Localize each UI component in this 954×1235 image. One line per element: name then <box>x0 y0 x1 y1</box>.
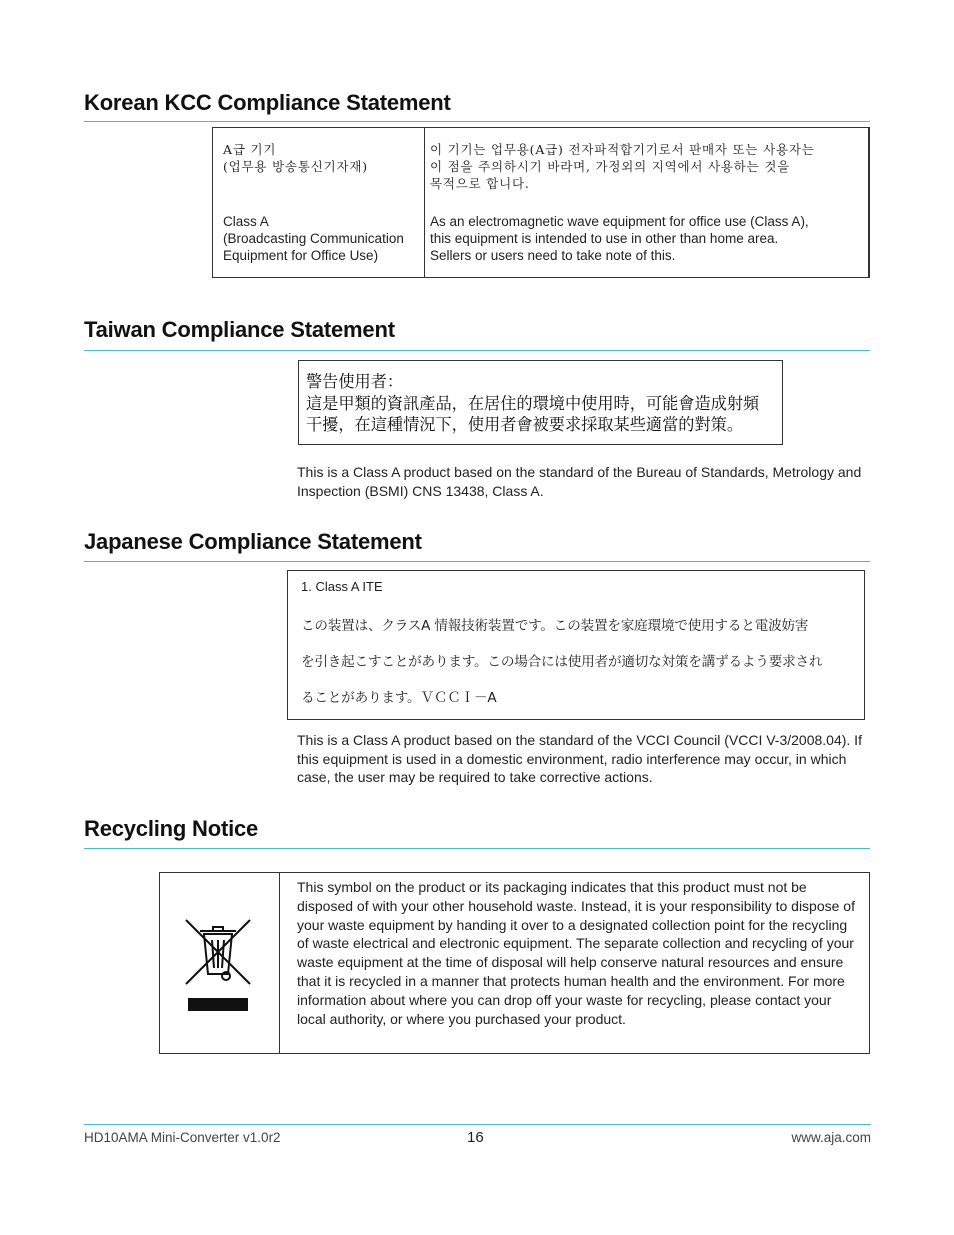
footer-website-link[interactable]: www.aja.com <box>791 1130 871 1145</box>
taiwan-warning-text: 警告使用者： 這是甲類的資訊產品，在居住的環境中使用時，可能會造成射頻 干擾，在這種情況下，使用者會被要求採取某些適當的對策。 <box>306 372 760 434</box>
recycling-section-title: Recycling Notice <box>84 816 259 841</box>
vcci-statement-line: を引き起こすことがあります。この場合には使用者が適切な対策を講ずるよう要求され <box>301 654 823 670</box>
taiwan-note: This is a Class A product based on the standard of the Bureau of Standards, Metrology and Inspection (BSMI) CNS 13438, Class A. <box>297 464 862 499</box>
section-rule <box>84 848 870 849</box>
vcci-class-item: 1. Class A ITE <box>301 579 383 594</box>
korean-compliance-table <box>212 127 870 278</box>
korean-statement: 이 기기는 업무용(A급) 전자파적합기기로서 판매자 또는 사용자는 이 점을 주의하시기 바라며, 가정외의 지역에서 사용하는 것을 목적으로 합니다. <box>430 142 815 191</box>
english-class-label: Class A (Broadcasting Communication Equipment for Office Use) <box>223 214 404 263</box>
japanese-vcci-box <box>287 570 865 720</box>
japanese-note: This is a Class A product based on the standard of the VCCI Council (VCCI V-3/2008.04). If this equipment is used in a domestic environment, radio interference may occur, in which case, the user may be required to take corrective actions. <box>297 732 862 785</box>
section-rule <box>84 350 870 351</box>
footer-document-title: HD10AMA Mini-Converter v1.0r2 <box>84 1130 281 1145</box>
korean-class-label: A급 기기 (업무용 방송통신기자재) <box>223 142 368 174</box>
table-column-divider <box>424 128 425 277</box>
page-number: 16 <box>467 1129 484 1146</box>
recycling-text: This symbol on the product or its packaging indicates that this product must not be disposed of with your other household waste. Instead, it is your responsibility to dispose of your waste equipment by handing it over to a designated collection point for the recycling of waste electrical and electronic equipment. The separate collection and recycling of your waste equipment at the time of disposal will help conserve natural resources and ensure that it is recycled in a manner that protects human health and the environment. For more information about where you can drop off your waste for recycling, please contact your local authority, or where you purchased your product. <box>297 879 855 1027</box>
taiwan-section-title: Taiwan Compliance Statement <box>84 317 395 342</box>
recycling-table <box>159 872 870 1054</box>
taiwan-warning-box <box>298 360 783 445</box>
japanese-section-title: Japanese Compliance Statement <box>84 529 422 554</box>
section-rule <box>84 561 870 562</box>
crossed-out-wheelie-bin-icon <box>182 918 254 1014</box>
vcci-statement-line: ることがあります。ＶＣＣＩ－A <box>301 690 497 706</box>
korean-section-title: Korean KCC Compliance Statement <box>84 90 451 115</box>
english-statement: As an electromagnetic wave equipment for office use (Class A), this equipment is intended to use in other than home area. Sellers or users need to take note of this. <box>430 214 809 263</box>
table-column-divider <box>279 873 280 1053</box>
vcci-statement-line: この装置は、クラスA 情報技術装置です。この装置を家庭環境で使用すると電波妨害 <box>301 618 809 634</box>
section-rule <box>84 121 870 122</box>
footer-rule <box>84 1124 871 1125</box>
